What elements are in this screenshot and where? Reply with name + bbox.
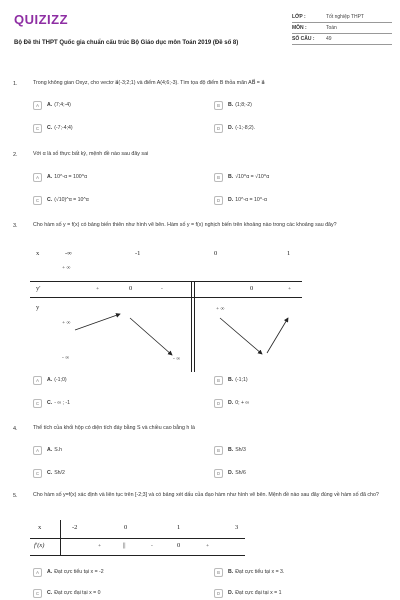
option-box: D <box>214 196 223 205</box>
question-text: Cho hàm số y=f(x) xác định và liên tục trên [-2;3] và có bảng xét dấu của đạo hàm như hình vẽ bên. Mệnh đề nào sau đây đúng về hàm số đã cho? <box>33 492 379 498</box>
option-text: S.h <box>54 447 62 453</box>
y-value: + ∞ <box>216 306 225 312</box>
option-box: B <box>214 446 223 455</box>
meta-value: 49 <box>326 36 332 42</box>
derivative-sign: + <box>96 286 100 292</box>
sign-table <box>30 520 245 556</box>
answer-option[interactable] <box>214 468 246 478</box>
answer-option[interactable] <box>33 588 100 598</box>
option-box: A <box>33 376 42 385</box>
y-value: + ∞ <box>62 265 71 271</box>
option-box: D <box>214 589 223 598</box>
answer-option[interactable] <box>214 398 249 408</box>
x-value: -1 <box>135 250 141 257</box>
meta-key: LỚP : <box>292 14 306 20</box>
answer-option[interactable] <box>33 445 62 455</box>
question-number: 2. <box>13 152 18 158</box>
answer-option[interactable] <box>33 123 73 133</box>
answer-option[interactable] <box>214 445 246 455</box>
option-letter: D. <box>228 400 234 406</box>
option-letter: B. <box>228 377 234 383</box>
option-letter: B. <box>228 569 234 575</box>
option-letter: C. <box>47 125 53 131</box>
option-text: - ∞ ; -1 <box>54 400 70 406</box>
option-box: C <box>33 469 42 478</box>
option-box: C <box>33 124 42 133</box>
derivative-sign: + <box>206 543 210 549</box>
derivative-sign: 0 <box>129 285 133 292</box>
worksheet-meta <box>292 12 392 45</box>
option-box: B <box>214 376 223 385</box>
option-text: Đạt cực tiểu tại x = 3. <box>235 569 285 575</box>
y-value: - ∞ <box>62 355 70 361</box>
option-letter: B. <box>228 447 234 453</box>
meta-value: Tốt nghiệp THPT <box>326 14 364 20</box>
meta-key: SỐ CÂU : <box>292 36 315 42</box>
option-letter: A. <box>47 102 53 108</box>
derivative-sign: || <box>123 542 126 549</box>
answer-option[interactable] <box>33 100 71 110</box>
x-value: -2 <box>72 524 78 531</box>
arrow-decreasing <box>130 318 172 355</box>
option-text: 10^-α = 10^-α <box>235 197 267 203</box>
option-letter: A. <box>47 569 53 575</box>
table-divider <box>60 520 61 556</box>
option-text: (-1;1) <box>235 377 248 383</box>
option-box: A <box>33 173 42 182</box>
derivative-sign: + <box>288 286 292 292</box>
option-box: D <box>214 469 223 478</box>
option-letter: D. <box>228 590 234 596</box>
meta-key: MÔN : <box>292 25 307 31</box>
arrow-decreasing <box>220 318 262 354</box>
option-text: (-1;0) <box>54 377 67 383</box>
variation-table <box>30 244 302 372</box>
option-text: Đạt cực tiểu tại x = -2 <box>54 569 104 575</box>
option-box: A <box>33 446 42 455</box>
option-text: (1;8;-2) <box>235 102 252 108</box>
option-box: B <box>214 568 223 577</box>
table-divider <box>30 538 245 539</box>
option-letter: A. <box>47 447 53 453</box>
option-box: C <box>33 196 42 205</box>
answer-option[interactable] <box>214 123 255 133</box>
answer-option[interactable] <box>214 172 269 182</box>
answer-option[interactable] <box>33 172 87 182</box>
option-text: (-1;-8;2). <box>235 125 256 131</box>
answer-option[interactable] <box>33 375 67 385</box>
answer-option[interactable] <box>33 567 104 577</box>
option-box: D <box>214 399 223 408</box>
row-label-y: y <box>36 304 40 311</box>
document-title: Bộ Đề thi THPT Quốc gia chuẩn cấu trúc Bộ Giáo dục môn Toán 2019 (Đề số 8) <box>14 40 239 46</box>
x-value: 3 <box>235 524 239 531</box>
variation-arrows <box>30 244 302 372</box>
row-label-yprime: y' <box>36 285 41 292</box>
row-label-fprime: f'(x) <box>34 542 45 549</box>
option-text: Sh/6 <box>235 470 246 476</box>
option-letter: B. <box>228 102 234 108</box>
option-box: C <box>33 589 42 598</box>
meta-row-subject <box>292 23 392 34</box>
table-divider <box>30 555 245 556</box>
question-number: 4. <box>13 426 18 432</box>
arrow-increasing <box>267 318 288 353</box>
derivative-sign: 0 <box>250 285 254 292</box>
answer-option[interactable] <box>214 100 252 110</box>
derivative-sign: - <box>161 286 163 292</box>
option-text: Sh/3 <box>235 447 246 453</box>
answer-option[interactable] <box>214 375 248 385</box>
x-value: 1 <box>177 524 181 531</box>
option-letter: A. <box>47 377 53 383</box>
option-text: Sh/2 <box>54 470 65 476</box>
option-box: D <box>214 124 223 133</box>
derivative-sign: - <box>151 543 153 549</box>
option-letter: B. <box>228 174 234 180</box>
answer-option[interactable] <box>214 588 281 598</box>
option-box: A <box>33 101 42 110</box>
option-letter: C. <box>47 197 53 203</box>
option-box: C <box>33 399 42 408</box>
option-letter: C. <box>47 590 53 596</box>
option-text: (√10)^α = 10^α <box>54 197 89 203</box>
option-text: Đạt cực đại tại x = 0 <box>54 590 101 596</box>
meta-value: Toán <box>326 25 337 31</box>
answer-option[interactable] <box>33 195 89 205</box>
option-box: B <box>214 173 223 182</box>
option-letter: A. <box>47 174 53 180</box>
meta-row-count <box>292 34 392 45</box>
x-value: 0 <box>214 250 218 257</box>
question-text: Cho hàm số y = f(x) có bảng biến thiên như hình vẽ bên. Hàm số y = f(x) nghịch biến trên khoảng nào trong các khoảng sau đây? <box>33 222 337 228</box>
option-text: √10^α = √10^α <box>235 174 270 180</box>
row-label-x: x <box>38 524 42 531</box>
question-number: 3. <box>13 223 18 229</box>
option-box: B <box>214 101 223 110</box>
option-text: (-7;-4;4) <box>54 125 73 131</box>
answer-option[interactable] <box>214 195 267 205</box>
option-box: A <box>33 568 42 577</box>
question-number: 1. <box>13 81 18 87</box>
question-text: Thể tích của khối hộp có diện tích đáy bằng S và chiều cao bằng h là <box>33 425 195 431</box>
meta-row-class <box>292 12 392 23</box>
x-value: 0 <box>124 524 128 531</box>
answer-option[interactable] <box>33 398 70 408</box>
answer-option[interactable] <box>214 567 284 577</box>
option-text: Đạt cực đại tại x = 1 <box>235 590 282 596</box>
option-text: 10^-α = 100^α <box>54 174 88 180</box>
answer-option[interactable] <box>33 468 65 478</box>
arrow-increasing <box>75 314 120 330</box>
x-value: 1 <box>287 250 291 257</box>
derivative-sign: + <box>98 543 102 549</box>
option-letter: D. <box>228 197 234 203</box>
y-value: + ∞ <box>62 320 71 326</box>
question-number: 5. <box>13 493 18 499</box>
option-letter: C. <box>47 400 53 406</box>
option-letter: C. <box>47 470 53 476</box>
derivative-sign: 0 <box>177 542 181 549</box>
option-letter: D. <box>228 125 234 131</box>
worksheet-header <box>0 0 400 62</box>
x-value: -∞ <box>65 250 72 257</box>
y-value: - ∞ <box>173 356 181 362</box>
question-text: Trong không gian Oxyz, cho vectơ a⃗(-3;2;1) và điểm A(4;6;-3). Tìm tọa độ điểm B thỏa mãn AB⃗ = a⃗ <box>33 80 265 86</box>
option-text: 0; + ∞ <box>235 400 250 406</box>
quizizz-logo: QUIZIZZ <box>14 12 69 27</box>
row-label-x: x <box>36 250 40 257</box>
question-text: Với α là số thực bất kỳ, mệnh đề nào sau đây sai <box>33 151 149 157</box>
option-letter: D. <box>228 470 234 476</box>
option-text: (7;4;-4) <box>54 102 71 108</box>
